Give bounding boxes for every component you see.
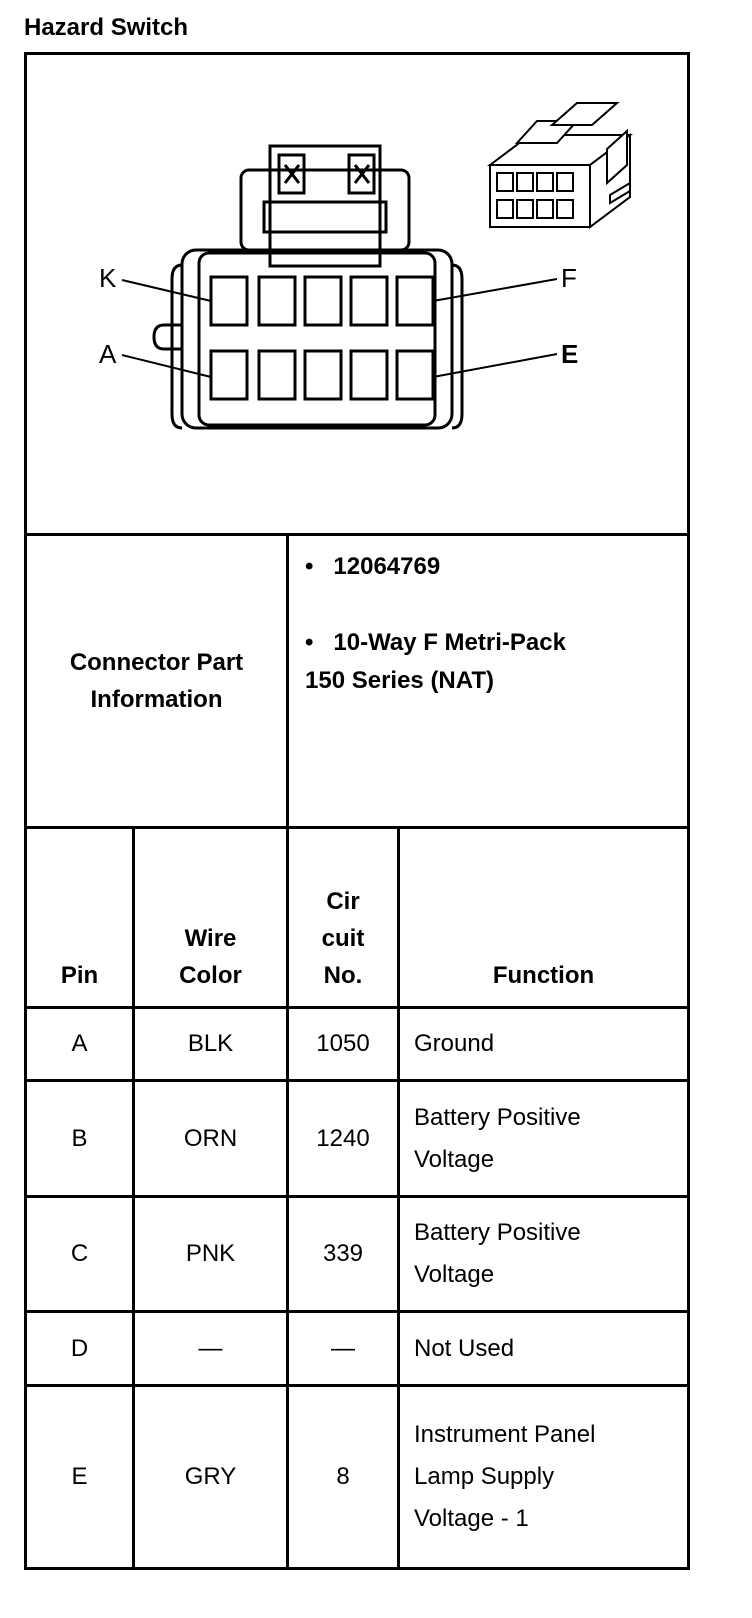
- row-c-circuit: 339: [322, 1240, 364, 1267]
- part-number: 12064769: [333, 553, 441, 580]
- row-e-pin: E: [71, 1463, 88, 1490]
- row-d-function: Not Used: [414, 1334, 515, 1362]
- page-title: Hazard Switch: [24, 14, 189, 41]
- header-wire-color: Wire Color: [179, 925, 242, 989]
- row-d-color: —: [198, 1334, 223, 1362]
- part-number-line: • 12064769: [305, 553, 441, 580]
- row-c-color: PNK: [185, 1240, 236, 1267]
- row-a-pin: A: [71, 1030, 88, 1057]
- part-info-values: [289, 536, 687, 826]
- row-e-function: Instrument Panel Lamp Supply Voltage - 1: [414, 1421, 596, 1532]
- header-circuit-no: Cir cuit No.: [321, 888, 365, 989]
- row-d-circuit: —: [331, 1334, 355, 1362]
- part-info-label: Connector Part Information: [69, 649, 244, 713]
- pin-label-e: E: [561, 339, 579, 369]
- connector-isometric-image: [490, 103, 630, 227]
- row-a-function: Ground: [414, 1030, 495, 1057]
- pin-label-f: F: [561, 263, 577, 293]
- row-b-function: Battery Positive Voltage: [414, 1103, 581, 1173]
- row-c-function: Battery Positive Voltage: [414, 1219, 581, 1288]
- row-d-pin: D: [70, 1334, 89, 1362]
- pin-label-a: A: [99, 339, 117, 369]
- row-a-circuit: 1050: [316, 1030, 370, 1057]
- connector-table: [24, 52, 690, 1570]
- row-b-circuit: 1240: [316, 1124, 370, 1152]
- row-a-color: BLK: [187, 1030, 234, 1057]
- header-function: Function: [492, 962, 595, 989]
- part-description-1: 10-Way F Metri-Pack: [333, 629, 566, 656]
- row-e-color: GRY: [184, 1463, 237, 1490]
- row-e-circuit: 8: [336, 1463, 350, 1490]
- cavities: [211, 277, 433, 399]
- header-pin: Pin: [60, 962, 99, 989]
- row-b-pin: B: [71, 1124, 88, 1152]
- row-b-color: ORN: [183, 1124, 238, 1152]
- row-c-pin: C: [70, 1240, 89, 1267]
- part-desc-line: • 10-Way F Metri-Pack: [305, 629, 566, 656]
- part-description-2: 150 Series (NAT): [305, 667, 494, 694]
- pin-label-k: K: [99, 263, 117, 293]
- connector-diagram: [27, 55, 687, 533]
